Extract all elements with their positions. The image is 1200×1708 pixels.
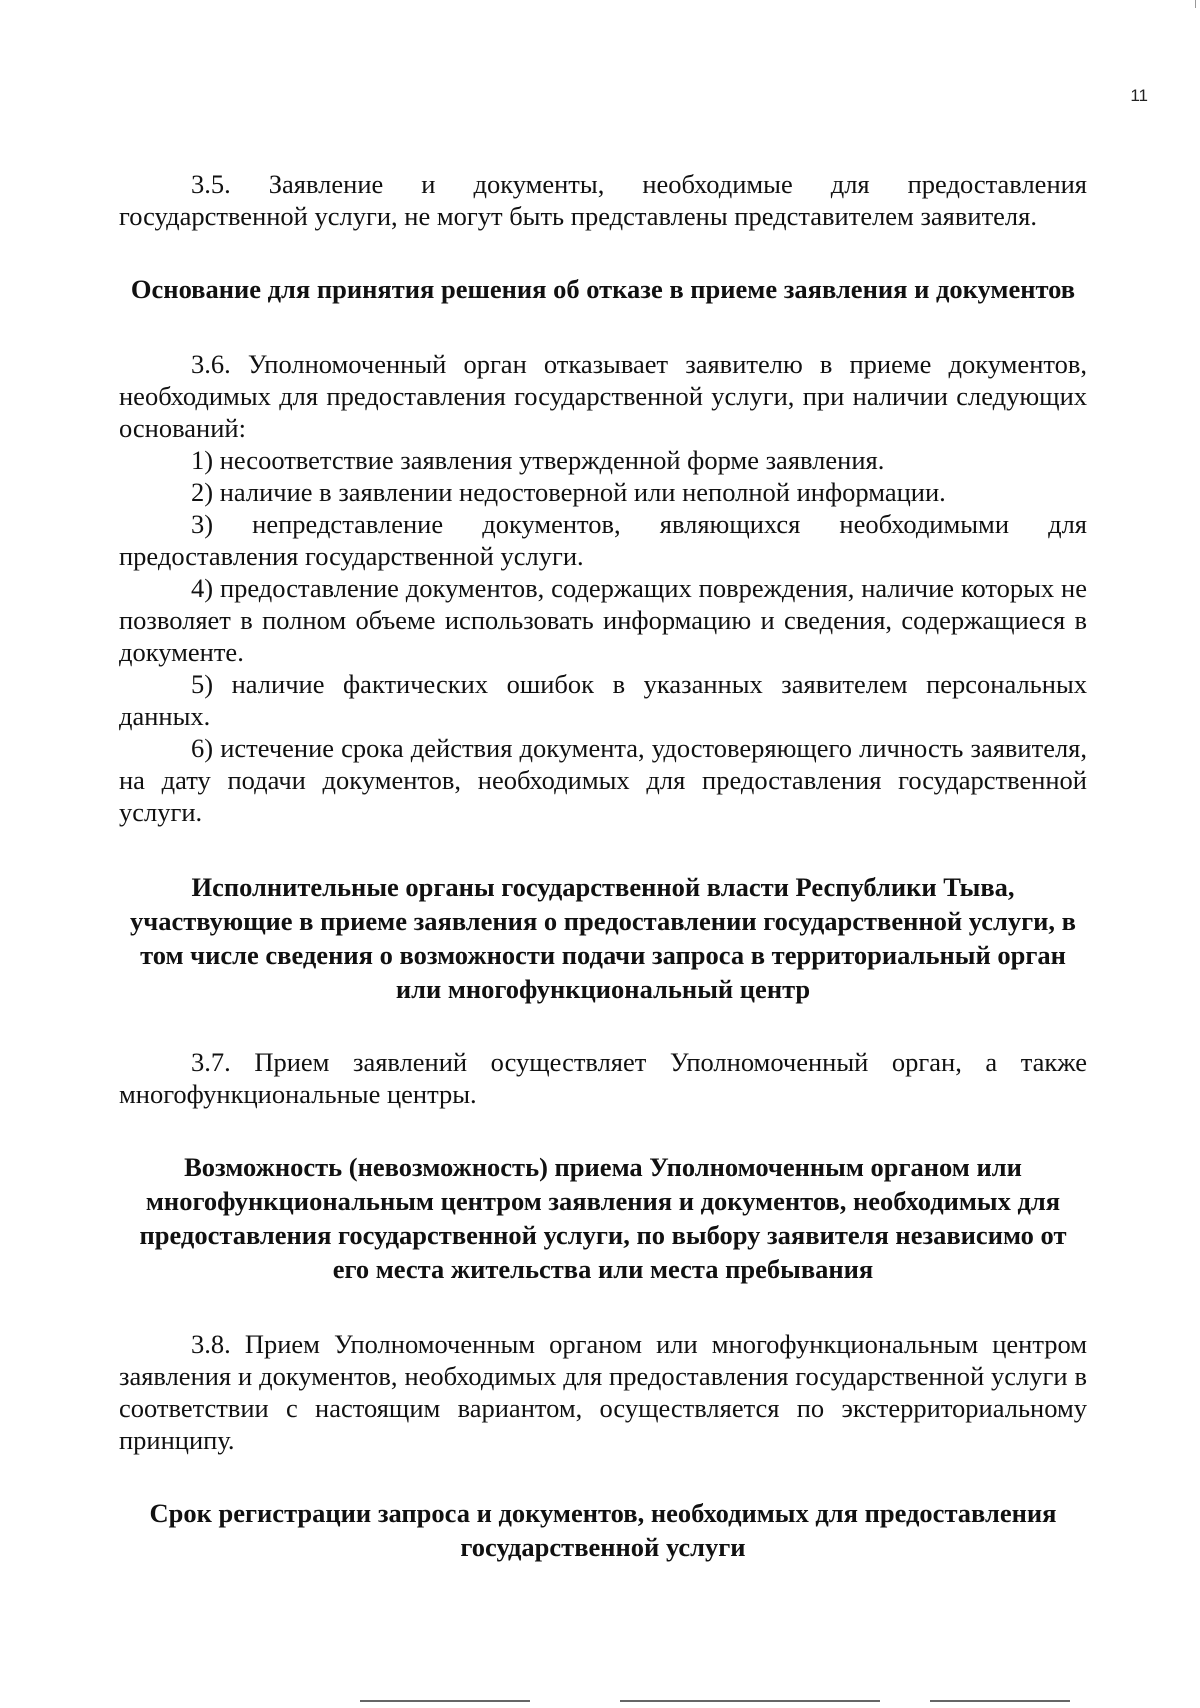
heading-executive-bodies: Исполнительные органы государственной власти Республики Тыва, участвующие в приеме заявления о предоставлении государственной услуги, в том числе сведения о возможности подачи запроса в территориальный орган или многофункциональный центр xyxy=(130,872,1076,1004)
list-item: 1) несоответствие заявления утвержденной форме заявления. xyxy=(191,445,885,475)
paragraph-3-5: 3.5. Заявление и документы, необходимые для предоставления государственной услуги, не могут быть представлены представителем заявителя. xyxy=(119,169,1087,231)
list-item: 6) истечение срока действия документа, удостоверяющего личность заявителя, на дату подачи документов, необходимых для предоставления государственной услуги. xyxy=(119,733,1087,827)
paragraph-3-7: 3.7. Прием заявлений осуществляет Уполномоченный орган, а также многофункциональные центры. xyxy=(119,1047,1087,1109)
list-item: 2) наличие в заявлении недостоверной или неполной информации. xyxy=(191,477,946,507)
heading-registration-term: Срок регистрации запроса и документов, необходимых для предоставления государственной услуги xyxy=(149,1498,1057,1562)
list-item: 5) наличие фактических ошибок в указанных заявителем персональных данных. xyxy=(119,669,1087,731)
list-item: 3) непредставление документов, являющихся необходимыми для предоставления государственной услуги. xyxy=(119,509,1087,571)
page-number: 11 xyxy=(1130,86,1148,105)
scan-edge-mark xyxy=(1195,0,1196,8)
paragraph-3-8: 3.8. Прием Уполномоченным органом или многофункциональным центром заявления и документов, необходимых для предоставления государственной услуги в соответствии с настоящим вариантом, осуществляется по экстерриториальному принципу. xyxy=(119,1329,1087,1455)
bottom-scan-line xyxy=(930,1700,1070,1702)
heading-acceptance-possibility: Возможность (невозможность) приема Уполномоченным органом или многофункциональным центром заявления и документов, необходимых для предоставления государственной услуги, по выбору заявителя независимо от его места жительства или места пребывания xyxy=(139,1152,1067,1284)
paragraph-3-6: 3.6. Уполномоченный орган отказывает заявителю в приеме документов, необходимых для предоставления государственной услуги, при наличии следующих оснований: xyxy=(119,349,1087,443)
heading-refusal-grounds: Основание для принятия решения об отказе в приеме заявления и документов xyxy=(130,274,1076,304)
bottom-scan-line xyxy=(360,1700,530,1702)
list-item: 4) предоставление документов, содержащих повреждения, наличие которых не позволяет в полном объеме использовать информацию и сведения, содержащиеся в документе. xyxy=(119,573,1087,667)
bottom-scan-line xyxy=(620,1700,880,1702)
document-body xyxy=(119,168,1087,1564)
